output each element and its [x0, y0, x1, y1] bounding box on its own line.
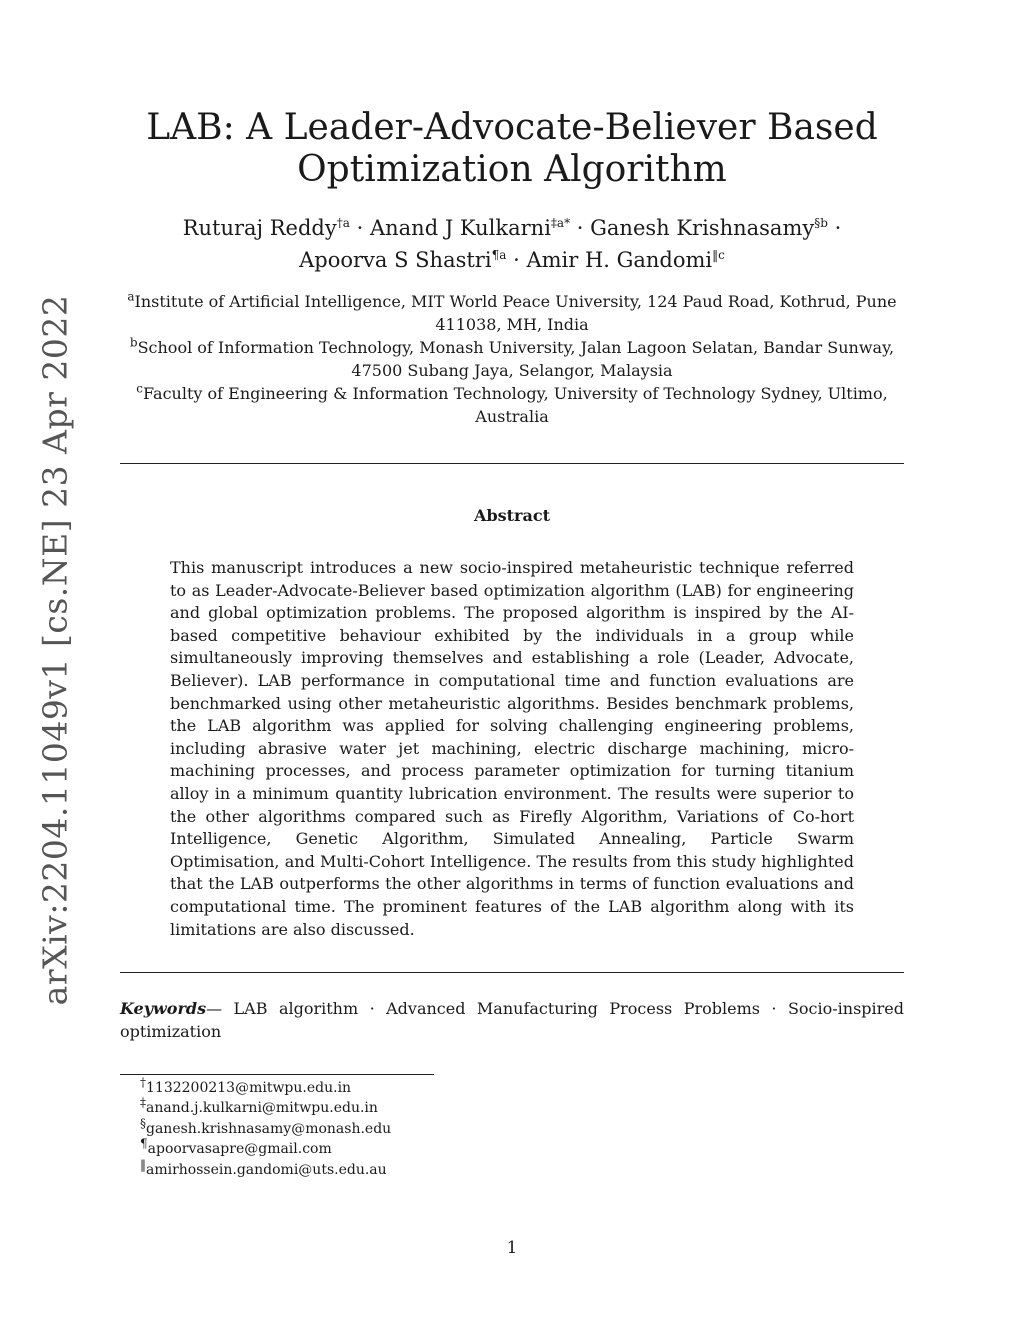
footnote-mark: §: [140, 1116, 146, 1131]
affiliation-mark: a: [127, 289, 135, 304]
footnote: [140, 1136, 391, 1159]
author-mark: ¶a: [491, 248, 507, 262]
author-mark: †a: [336, 216, 350, 230]
author-mark: §b: [814, 216, 828, 230]
abstract-text: This manuscript introduces a new socio-inspired metaheuristic technique referred to as Leader-Advocate-Believer based optimization algorithm (LAB) for engineering and global optimization problems. The proposed algorithm is inspired by the AI-based competitive behaviour exhibited by the individuals in a group while simultaneously improving themselves and establishing a role (Leader, Advocate, Believer). LAB performance in computational time and function evaluations are benchmarked using other metaheuristic algorithms. Besides benchmark problems, the LAB algorithm was applied for solving challenging engineering problems, including abrasive water jet machining, electric discharge machining, micro-machining processes, and process parameter optimization for turning titanium alloy in a minimum quantity lubrication environment. The results were superior to the other algorithms compared such as Firefly Algorithm, Variations of Co-hort Intelligence, Genetic Algorithm, Simulated Annealing, Particle Swarm Optimisation, and Multi-Cohort Intelligence. The results from this study highlighted that the LAB outperforms the other algorithms in terms of function evaluations and computational time. The prominent features of the LAB algorithm along with its limitations are also discussed.: [170, 558, 854, 939]
affiliation-mark: b: [129, 335, 138, 350]
author-separator: ·: [834, 216, 842, 240]
footnote-email: amirhossein.gandomi@uts.edu.au: [146, 1161, 387, 1178]
footnotes: [140, 1075, 392, 1180]
footnote-mark: ¶: [140, 1136, 148, 1151]
abstract-bottom-rule: [120, 972, 904, 973]
paper-title: LAB: A Leader-Advocate-Believer Based Optimization Algorithm: [146, 107, 878, 190]
footnote-email: anand.j.kulkarni@mitwpu.edu.in: [146, 1100, 378, 1117]
footnote: [140, 1075, 391, 1098]
abstract-heading: Abstract: [474, 506, 550, 525]
arxiv-identifier[interactable]: arXiv:2204.11049v1 [cs.NE] 23 Apr 2022: [35, 294, 75, 1006]
author-name: Ganesh Krishnasamy: [590, 216, 815, 240]
affiliation-line: Institute of Artificial Intelligence, MIT World Peace University, 124 Paud Road, Kothrud, Pune: [134, 292, 897, 311]
affiliation-line: Faculty of Engineering & Information Technology, University of Technology Sydney, Ultimo,: [143, 384, 888, 403]
affiliation: [120, 382, 904, 428]
author-mark: ‖c: [712, 248, 725, 262]
footnote-rule: [120, 1074, 434, 1075]
keywords-label: Keywords: [120, 999, 207, 1018]
affiliation-mark: c: [136, 381, 144, 396]
footnote: [140, 1156, 391, 1180]
page-number: 1: [506, 1238, 518, 1258]
footnote: [140, 1095, 391, 1118]
affiliation-line: 47500 Subang Jaya, Selangor, Malaysia: [351, 361, 673, 380]
author-separator: ·: [513, 248, 520, 272]
affiliation-line: Australia: [475, 407, 549, 426]
keywords: [120, 997, 904, 1043]
footnote-email: apoorvasapre@gmail.com: [147, 1141, 332, 1158]
footnote: [140, 1116, 392, 1139]
author-name: Anand J Kulkarni: [369, 216, 551, 240]
author-name: Amir H. Gandomi: [526, 248, 713, 272]
affiliation-line: School of Information Technology, Monash University, Jalan Lagoon Selatan, Bandar Sunway,: [137, 338, 895, 357]
affiliation: [120, 336, 904, 382]
affiliation-line: 411038, MH, India: [435, 315, 589, 334]
footnote-email: 1132200213@mitwpu.edu.in: [146, 1080, 352, 1096]
author-mark: ‡a*: [550, 216, 571, 230]
author-separator: ·: [356, 216, 364, 240]
footnote-mark: ‡: [140, 1095, 146, 1110]
author-list: [120, 212, 904, 276]
author-separator: ·: [576, 216, 584, 240]
affiliation: [120, 290, 904, 336]
author-name: Ruturaj Reddy: [182, 216, 337, 240]
footnote-email: ganesh.krishnasamy@monash.edu: [146, 1120, 392, 1137]
footnote-mark: ‖: [140, 1156, 146, 1171]
keywords-text: — LAB algorithm · Advanced Manufacturing Process Problems · Socio-inspired optimization: [120, 999, 904, 1041]
affiliations: [120, 290, 904, 428]
author-name: Apoorva S Shastri: [299, 248, 492, 272]
footnote-mark: †: [140, 1075, 146, 1090]
abstract-top-rule: [120, 463, 904, 464]
